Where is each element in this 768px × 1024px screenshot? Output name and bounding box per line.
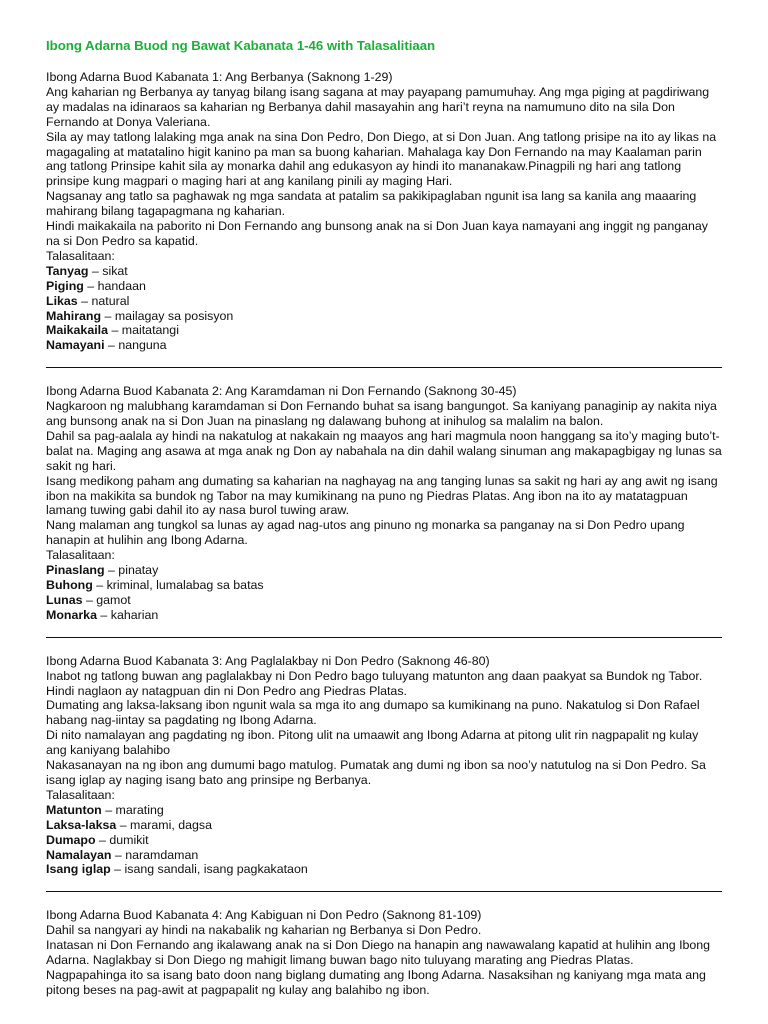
vocabulary-entry — [46, 264, 722, 279]
chapter-section — [46, 384, 722, 623]
vocabulary-definition: – mailagay sa posisyon — [101, 308, 234, 323]
vocabulary-term: Mahirang — [46, 308, 102, 323]
vocabulary-entry — [46, 323, 722, 338]
chapter-heading: Ibong Adarna Buod Kabanata 2: Ang Karamdaman ni Don Fernando (Saknong 30-45) — [46, 384, 517, 399]
summary-paragraph: Nagsanay ang tatlo sa paghawak ng mga sandata at patalim sa pakikipaglaban ngunit isa lang sa kanila ang maaaring mahirang bilang tagapagmana ng kaharian. — [46, 189, 697, 219]
vocabulary-entry — [46, 563, 722, 578]
vocabulary-term: Namalayan — [46, 847, 112, 862]
chapter-section — [46, 908, 722, 997]
chapter-heading: Ibong Adarna Buod Kabanata 1: Ang Berbanya (Saknong 1-29) — [46, 70, 393, 84]
section-divider — [46, 891, 722, 892]
vocabulary-definition: – gamot — [82, 592, 131, 607]
section-divider — [46, 367, 722, 368]
vocabulary-definition: – sikat — [88, 263, 128, 278]
vocabulary-definition: – natural — [77, 293, 130, 308]
vocabulary-term: Isang iglap — [46, 862, 111, 877]
summary-paragraph: Inatasan ni Don Fernando ang ikalawang anak na si Don Diego na hanapin ang nawawalang kapatid at hulihin ang Ibong Adarna. Naglakbay si Don Diego ng mahigit limang buwan bago nito tuluyang marating ang Piedras Platas. — [46, 938, 711, 968]
vocabulary-term: Buhong — [46, 578, 93, 592]
vocabulary-entry — [46, 848, 722, 863]
vocabulary-entry — [46, 294, 722, 309]
vocabulary-definition: – kriminal, lumalabag sa batas — [92, 578, 264, 592]
vocabulary-definition: – naramdaman — [111, 847, 199, 862]
chapter-heading: Ibong Adarna Buod Kabanata 4: Ang Kabiguan ni Don Pedro (Saknong 81-109) — [46, 908, 482, 923]
summary-paragraph: Hindi maikakaila na paborito ni Don Fernando ang bunsong anak na si Don Juan kaya namayani ang inggit ng panganay na si Don Pedro sa kapatid. — [46, 219, 708, 248]
vocabulary-entry — [46, 803, 722, 818]
summary-paragraph: Sila ay may tatlong lalaking mga anak na sina Don Pedro, Don Diego, at si Don Juan. Ang tatlong prisipe na ito ay likas na magagaling at matatalino higit kanino pa man sa buong kaharian. Mahalaga kay Don Fernando na may Kaalaman parin ang tatlong Prinsipe kahit sila ay monarka dahil ang edukasyon ay hindi ito mananakaw.Pinagpili ng hari ang tatlong prinsipe kung magpari o maging hari at ang kanilang pinili ay maging Hari. — [46, 129, 717, 189]
vocabulary-term: Maikakaila — [46, 323, 108, 338]
vocabulary-label: Talasalitaan: — [46, 548, 115, 563]
vocabulary-entry — [46, 338, 722, 353]
chapter-heading: Ibong Adarna Buod Kabanata 3: Ang Paglalakbay ni Don Pedro (Saknong 46-80) — [46, 653, 490, 668]
summary-paragraph: Nagkaroon ng malubhang karamdaman si Don Fernando buhat sa isang bangungot. Sa kaniyang panaginip ay nakita niya ang bunsong anak na si Don Juan na pinaslang ng dalawang buhong at inihulog sa malalim na balon. — [46, 399, 717, 429]
section-divider — [46, 637, 722, 638]
vocabulary-term: Monarka — [46, 607, 97, 622]
vocabulary-definition: – pinatay — [104, 563, 159, 578]
summary-paragraph: Di nito namalayan ang pagdating ng ibon. Pitong ulit na umaawit ang Ibong Adarna at pitong ulit rin nagpapalit ng kulay ang kaniyang balahibo — [46, 728, 699, 758]
summary-paragraph: Dahil sa pag-aalala ay hindi na nakatulog at nakakain ng maayos ang hari magmula noon hanggang sa ito’y maging buto’t-balat na. Maging ang asawa at mga anak ng Don ay nabahala na din dahil walang sinuman ang makapagbigay ng lunas sa sakit ng hari. — [46, 428, 722, 473]
vocabulary-definition: – kaharian — [96, 607, 159, 622]
summary-paragraph: Inabot ng tatlong buwan ang paglalakbay ni Don Pedro bago tuluyang matunton ang daan paakyat sa Bundok ng Tabor. Hindi naglaon ay natagpuan din ni Don Pedro ang Piedras Platas. — [46, 668, 703, 698]
document-title: Ibong Adarna Buod ng Bawat Kabanata 1-46 with Talasalitiaan — [46, 38, 436, 53]
vocabulary-label: Talasalitaan: — [46, 787, 115, 802]
vocabulary-definition: – marating — [101, 802, 164, 817]
vocabulary-term: Pinaslang — [46, 563, 105, 578]
sections-container — [46, 70, 722, 998]
vocabulary-term: Likas — [46, 293, 78, 308]
vocabulary-definition: – maitatangi — [108, 323, 179, 338]
vocabulary-entry — [46, 833, 722, 848]
vocabulary-term: Piging — [46, 278, 84, 293]
vocabulary-definition: – nanguna — [104, 338, 167, 353]
summary-paragraph: Nakasanayan na ng ibon ang dumumi bago matulog. Pumatak ang dumi ng ibon sa noo’y natutulog na si Don Pedro. Sa isang iglap ay naging isang bato ang prinsipe ng Berbanya. — [46, 758, 706, 787]
summary-paragraph: Dumating ang laksa-laksang ibon ngunit wala sa mga ito ang dumapo sa kumikinang na puno. Nakatulog si Don Rafael habang nag-iintay sa pagdating ng Ibong Adarna. — [46, 698, 700, 728]
vocabulary-label: Talasalitaan: — [46, 248, 115, 263]
vocabulary-term: Lunas — [46, 592, 83, 607]
vocabulary-entry — [46, 608, 722, 623]
vocabulary-entry — [46, 862, 722, 877]
summary-paragraph: Ang kaharian ng Berbanya ay tanyag bilang isang sagana at may payapang pamumuhay. Ang mga piging at pagdiriwang ay madalas na idinaraos sa kaharian ng Berbanya dahil masayahin ang hari’t reyna na namumuno dito na sila Don Fernando at Donya Valeriana. — [46, 84, 710, 129]
vocabulary-term: Matunton — [46, 802, 102, 817]
vocabulary-entry — [46, 279, 722, 294]
vocabulary-term: Dumapo — [46, 832, 96, 847]
summary-paragraph: Nagpapahinga ito sa isang bato doon nang biglang dumating ang Ibong Adarna. Nasaksihan ng kaniyang mga mata ang pitong beses na pag-awit at pagpapalit ng kulay ang balahibo ng ibon. — [46, 967, 706, 997]
summary-paragraph: Isang medikong paham ang dumating sa kaharian na naghayag na ang tanging lunas sa sakit ng hari ay ang awit ng isang ibon na makikita sa bundok ng Tabor na may kumikinang na puno ng Piedras Platas. Ang ibon na ito ay matatagpuan lamang tuwing gabi dahil ito ay nasa burol tuwing araw. — [46, 473, 718, 518]
chapter-section — [46, 70, 722, 353]
vocabulary-term: Laksa-laksa — [46, 817, 117, 832]
summary-paragraph: Nang malaman ang tungkol sa lunas ay agad nag-utos ang pinuno ng monarka sa panganay na si Don Pedro upang hanapin at hulihin ang Ibong Adarna. — [46, 518, 685, 548]
vocabulary-term: Tanyag — [46, 263, 89, 278]
vocabulary-term: Namayani — [46, 338, 105, 353]
vocabulary-definition: – dumikit — [95, 832, 149, 847]
vocabulary-entry — [46, 578, 722, 593]
vocabulary-entry — [46, 309, 722, 324]
vocabulary-definition: – isang sandali, isang pagkakataon — [110, 862, 308, 877]
vocabulary-entry — [46, 593, 722, 608]
summary-paragraph: Dahil sa nangyari ay hindi na nakabalik ng kaharian ng Berbanya si Don Pedro. — [46, 923, 482, 938]
chapter-section — [46, 654, 722, 878]
vocabulary-entry — [46, 818, 722, 833]
vocabulary-definition: – handaan — [83, 278, 146, 293]
vocabulary-definition: – marami, dagsa — [116, 817, 213, 832]
